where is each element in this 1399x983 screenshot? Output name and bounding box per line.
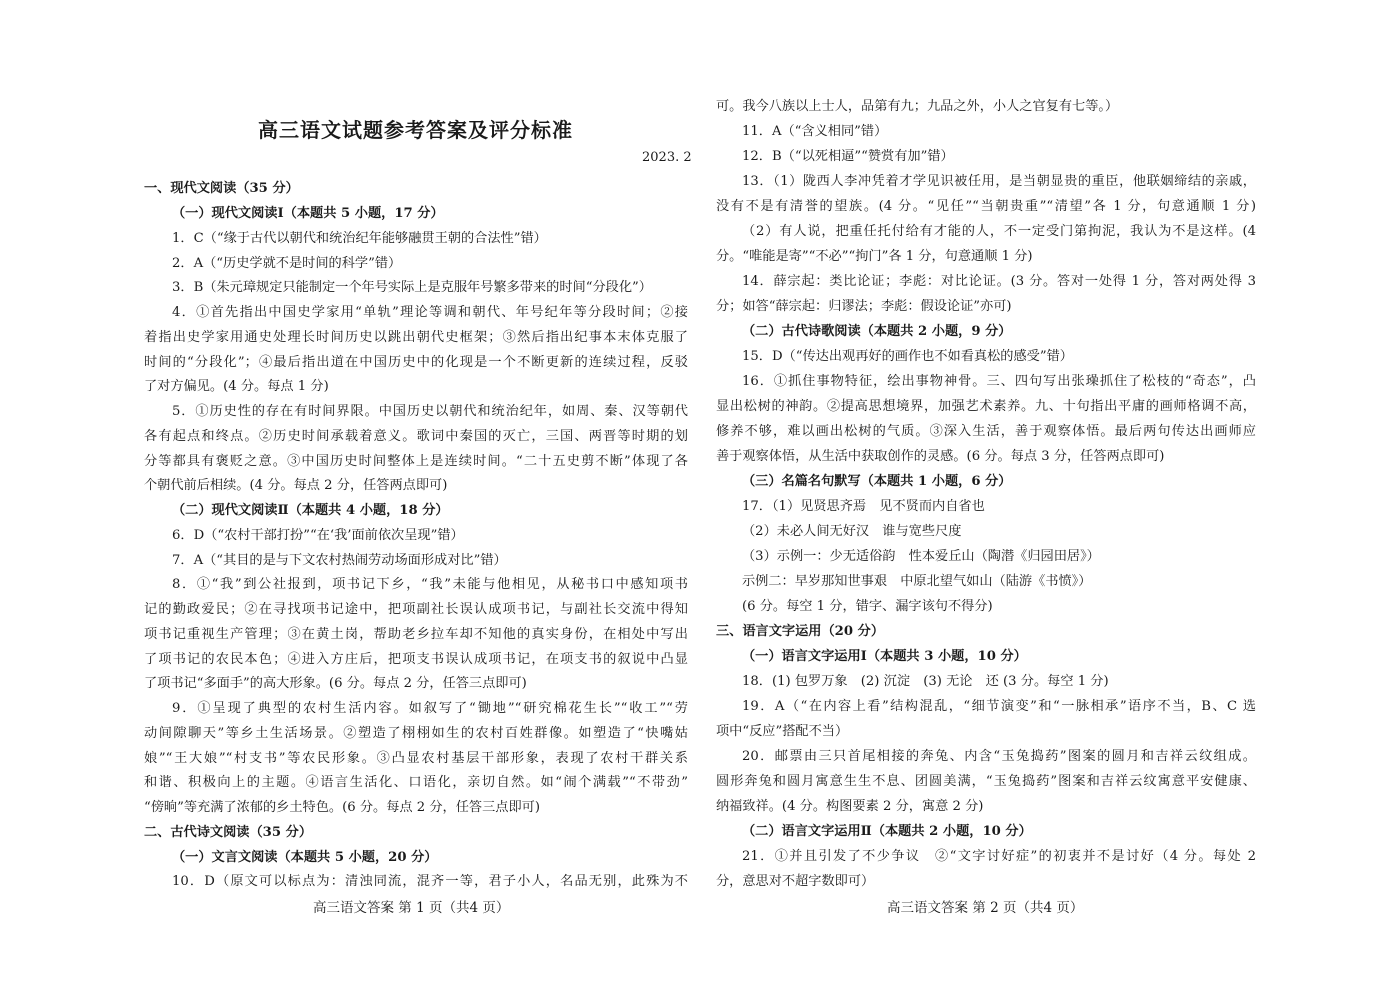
answer-line: 了对方偏见。(4 分。每点 1 分) (144, 379, 329, 394)
answer-line: 个朝代前后相续。(4 分。每点 2 分，任答两点即可) (144, 478, 448, 493)
subsection-heading: （二）语言文字运用Ⅱ（本题共 2 小题，10 分） (742, 824, 1032, 839)
answer-line: 项中“反应”搭配不当） (716, 724, 849, 739)
answer-line: 7．A（“其目的是与下文农村热闹劳动场面形成对比”错） (172, 553, 507, 568)
answer-line: 3．B（朱元璋规定只能制定一个年号实际上是克服年号繁多带来的时间“分段化”） (172, 280, 652, 295)
answer-line: 纳福致祥。(4 分。构图要素 2 分，寓意 2 分) (716, 799, 984, 814)
answer-line: 19．A（“在内容上看”结构混乱，“细节演变”和“一脉相承”语序不当，B、C 选 (742, 699, 1256, 714)
answer-line: 记的勤政爱民；②在寻找项书记途中，把项副社长误认成项书记，与副社长交流中得知 (144, 602, 688, 617)
answer-line: 和谐、积极向上的主题。④语言生活化、口语化，亲切自然。如“闹个满载”“不带劲” (144, 775, 688, 790)
section-heading: 三、语言文字运用（20 分） (716, 624, 885, 639)
answer-line: “傍晌”等充满了浓郁的乡土特色。(6 分。每点 2 分，任答三点即可) (144, 800, 541, 815)
answer-line: 没有不是有清誉的望族。(4 分。“见任”“当朝贵重”“清望”各 1 分，句意通顺 1 分) (716, 199, 1256, 214)
answer-line: 时间的“分段化”；④最后指出道在中国历史中的化现是一个不断更新的连续过程，反驳 (144, 355, 688, 370)
answer-line: 分。“唯能是寄”“不必”“拘门”各 1 分，句意通顺 1 分) (716, 249, 1033, 264)
answer-line: 21．①并且引发了不少争议 ②“文字讨好症”的初衷并不是讨好（4 分。每处 2 (742, 849, 1256, 864)
answer-line: 显出松树的神韵。②提高思想境界，加强艺术素养。九、十句指出平庸的画师格调不高， (716, 399, 1256, 414)
answer-line: （2）未必人间无好汉 谁与宽些尺度 (742, 524, 962, 539)
answer-line: 着指出史学家用通史处理长时间历史以跳出朝代史框架；③然后指出纪事本末体克服了 (144, 330, 688, 345)
answer-line: 项书记重视生产管理；③在黄土岗，帮助老乡拉车却不知他的真实身份，在相处中写出 (144, 627, 688, 642)
answer-line: 4．①首先指出中国史学家用“单轨”理论等调和朝代、年号纪年等分段时间；②接 (172, 305, 688, 320)
answer-line: 6．D（“农村干部打扮”“在‘我’面前依次呈现”错） (172, 528, 464, 543)
subsection-heading: （二）古代诗歌阅读（本题共 2 小题，9 分） (742, 324, 1012, 339)
section-heading: 二、古代诗文阅读（35 分） (144, 825, 313, 840)
answer-line: 娘”“王大娘”“村支书”等农民形象。③凸显农村基层干部形象，表现了农村干群关系 (144, 751, 688, 766)
answer-line: 可。我今八族以上士人，品第有九；九品之外，小人之官复有七等。） (716, 99, 1119, 114)
answer-line: 5．①历史性的存在有时间界限。中国历史以朝代和统治纪年，如周、秦、汉等朝代 (172, 404, 688, 419)
page-title: 高三语文试题参考答案及评分标准 (258, 118, 573, 142)
answer-line: 11．A（“含义相同”错） (742, 124, 888, 139)
answer-line: 18．(1) 包罗万象 (2) 沉淀 (3) 无论 还 (3 分。每空 1 分) (742, 674, 1109, 689)
answer-line: 13．（1）陇西人李冲凭着才学见识被任用，是当朝显贵的重臣，他联姻缔结的亲戚， (742, 174, 1256, 189)
subsection-heading: （一）文言文阅读（本题共 5 小题，20 分） (172, 850, 438, 865)
subsection-heading: （一）现代文阅读Ⅰ（本题共 5 小题，17 分） (172, 206, 444, 221)
answer-line: 善于观察体悟，从生活中获取创作的灵感。(6 分。每点 3 分，任答两点即可) (716, 449, 1165, 464)
page-footer-right: 高三语文答案 第 2 页（共4 页） (887, 900, 1084, 916)
subsection-heading: （二）现代文阅读Ⅱ（本题共 4 小题，18 分） (172, 503, 449, 518)
answer-line: 分等都具有褒贬之意。③中国历史时间整体上是连续时间。“二十五史剪不断”体现了各 (144, 454, 688, 469)
date: 2023. 2 (642, 150, 692, 165)
subsection-heading: （一）语言文字运用Ⅰ（本题共 3 小题，10 分） (742, 649, 1027, 664)
answer-line: 10．D（原文可以标点为：清浊同流，混齐一等，君子小人，名品无别，此殊为不 (172, 874, 688, 889)
answer-line: 2．A（“历史学就不是时间的科学”错） (172, 256, 402, 271)
answer-line: 各有起点和终点。②历史时间承载着意义。歌词中秦国的灭亡，三国、两晋等时期的划 (144, 429, 688, 444)
answer-line: 了项书记的农民本色；④进入方庄后，把项支书误认成项书记，在项支书的叙说中凸显 (144, 652, 688, 667)
answer-line: 16．①抓住事物特征，绘出事物神骨。三、四句写出张璪抓住了松枝的“奇态”，凸 (742, 374, 1256, 389)
answer-line: 分，意思对不超字数即可） (716, 874, 875, 889)
section-heading: 一、现代文阅读（35 分） (144, 181, 299, 196)
answer-line: （3）示例一：少无适俗韵 性本爱丘山（陶潜《归园田居》） (742, 549, 1100, 564)
answer-line: 1．C（“缘于古代以朝代和统治纪年能够融贯王朝的合法性”错） (172, 231, 547, 246)
answer-line: 分；如答“薛宗起：归谬法；李彪：假设论证”亦可) (716, 299, 1012, 314)
answer-line: 14．薛宗起：类比论证；李彪：对比论证。(3 分。答对一处得 1 分，答对两处得 3 (742, 274, 1256, 289)
answer-line: 示例二：早岁那知世事艰 中原北望气如山（陆游《书愤》） (742, 574, 1092, 589)
answer-line: （2）有人说，把重任托付给有才能的人，不一定受门第拘泥，我认为不是这样。(4 (742, 224, 1256, 239)
answer-line: 9．①呈现了典型的农村生活内容。如叙写了“锄地”“研究棉花生长”“收工”“劳 (172, 701, 688, 716)
answer-line: 圆形奔兔和圆月寓意生生不息、团圆美满，“玉兔捣药”图案和吉祥云纹寓意平安健康、 (716, 774, 1256, 789)
answer-line: 20．邮票由三只首尾相接的奔兔、内含“玉兔捣药”图案的圆月和吉祥云纹组成。 (742, 749, 1256, 764)
answer-line: 修养不够，难以画出松树的气质。③深入生活，善于观察体悟。最后两句传达出画师应 (716, 424, 1256, 439)
answer-line: 15．D（“传达出观再好的画作也不如看真松的感受”错） (742, 349, 1073, 364)
answer-line: 动间隙聊天”等乡土生活场景。②塑造了栩栩如生的农村百姓群像。如塑造了“快嘴姑 (144, 726, 688, 741)
answer-line: 12．B（“以死相逼”“赞赏有加”错） (742, 149, 954, 164)
answer-line: 8．①“我”到公社报到，项书记下乡，“我”未能与他相见，从秘书口中感知项书 (172, 577, 688, 592)
page-footer-left: 高三语文答案 第 1 页（共4 页） (313, 900, 510, 916)
answer-line: (6 分。每空 1 分，错字、漏字该句不得分) (742, 599, 993, 614)
answer-line: 17．（1）见贤思齐焉 见不贤而内自省也 (742, 499, 985, 514)
subsection-heading: （三）名篇名句默写（本题共 1 小题，6 分） (742, 474, 1012, 489)
answer-line: 了项书记“多面手”的高大形象。(6 分。每点 2 分，任答三点即可) (144, 676, 527, 691)
